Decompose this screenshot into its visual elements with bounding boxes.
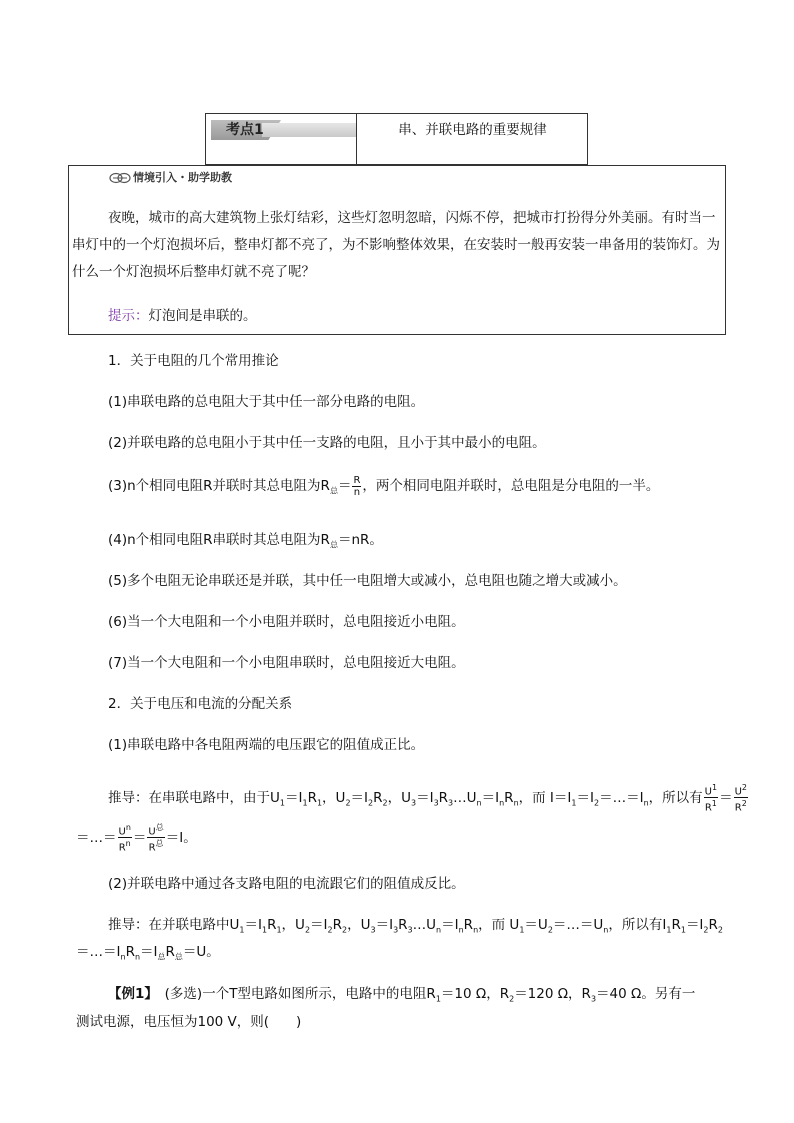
section2-heading: 2．关于电压和电流的分配关系 <box>108 696 293 712</box>
derive1-tail: ＝I。 <box>165 829 197 846</box>
section2-item-1: (1)串联电路中各电阻两端的电压跟它的阻值成正比。 <box>108 737 425 753</box>
section1-item-4 <box>108 528 383 551</box>
example-line-1: 【例1】 (多选)一个T型电路如图所示，电路中的电阻$R_1=10$ Ω，$R_2=120$ Ω，$R_3=40$ Ω。另有一 <box>108 986 696 1004</box>
item3-frac-num: R <box>353 474 361 486</box>
derive2-text-b: ，所以有I <box>608 917 667 933</box>
item3-fraction <box>352 475 361 498</box>
scenario-hint <box>108 304 257 324</box>
derivation-2-line-2: $=\dots=I_nR_n=I_总R_总=U$。 <box>76 944 220 962</box>
derivation-1-line-1: 推导：在串联电路中，由于$U_1=I_1R_1$，$U_2=I_2R_2$，$U_3=I_3R_3\dots U_n=I_nR_n$，而 $I=I_1=I_2=\dots=I_n$，所以有 $\frac{U^1}{R^1}$ ＝ $\frac{U^2}{R^2}$ <box>108 783 747 814</box>
topic-title: 串、并联电路的重要规律 <box>398 122 547 138</box>
section1-item-6: (6)当一个大电阻和一个小电阻并联时，总电阻接近小电阻。 <box>108 614 465 630</box>
item3-frac-den: n <box>353 486 361 498</box>
derive2-text-a: 推导：在并联电路中U <box>108 917 240 933</box>
derive1-text-a: 推导：在串联电路中，由于U <box>108 789 280 806</box>
derive1-frac-n: $\frac{U^n}{R^n}$ <box>118 823 131 854</box>
derive1-frac-1: $\frac{U^1}{R^1}$ <box>704 783 718 814</box>
scenario-label: 情境引入・助学助教 <box>133 171 232 184</box>
example-label: 【例1】 <box>108 986 152 1002</box>
item3-sub: 总 <box>329 486 338 496</box>
derive1-text-b: ，所以有 <box>648 789 703 806</box>
scenario-paragraph: 夜晚，城市的高大建筑物上张灯结彩，这些灯忽明忽暗，闪烁不停，把城市打扮得分外美丽。有时当一串灯中的一个灯泡损坏后，整串灯都不亮了，为不影响整体效果，在安装时一般再安装一串备用的装饰灯。为什么一个灯泡损坏后整串灯就不亮了呢？ <box>72 210 720 280</box>
section1-item-7: (7)当一个大电阻和一个小电阻串联时，总电阻接近大电阻。 <box>108 655 465 671</box>
topic-tag-banner-light <box>262 123 356 137</box>
section1-heading: 1．关于电阻的几个常用推论 <box>108 353 279 369</box>
example-text-1-tail: 。另有一 <box>641 986 696 1002</box>
derivation-2-line-1: 推导：在并联电路中$U_1=I_1R_1$，$U_2=I_2R_2$，$U_3=I_3R_3\dots U_n=I_nR_n$，而 $U_1=U_2=\dots=U_n$，所以有$I_1R_1=I_2R_2$ <box>108 917 723 935</box>
item3-tail: ，两个相同电阻并联时，总电阻是分电阻的一半。 <box>362 478 660 494</box>
example-line-2: 测试电源，电压恒为100 V，则( ) <box>76 1014 302 1030</box>
section1-item-1: (1)串联电路的总电阻大于其中任一部分电路的电阻。 <box>108 394 425 410</box>
example-text-1: (多选)一个T型电路如图所示，电路中的电阻R <box>164 986 436 1002</box>
derive1-frac-2: $\frac{U^2}{R^2}$ <box>734 783 747 814</box>
scenario-icon <box>109 172 131 184</box>
item3-text: (3)n个相同电阻R并联时其总电阻为R <box>108 478 330 494</box>
section2-item-2: (2)并联电路中通过各支路电阻的电流跟它们的阻值成反比。 <box>108 876 465 892</box>
derive1-frac-total: $\frac{U^总}{R^总}$ <box>148 823 164 854</box>
hint-text: 灯泡间是串联的。 <box>148 308 257 324</box>
section1-item-2: (2)并联电路的总电阻小于其中任一支路的电阻，且小于其中最小的电阻。 <box>108 435 546 451</box>
item3-eq: ＝ <box>337 478 352 494</box>
section1-item-3 <box>108 474 659 498</box>
item4-tail: ＝nR。 <box>337 532 383 548</box>
section1-item-5: (5)多个电阻无论串联还是并联，其中任一电阻增大或减小，总电阻也随之增大或减小。 <box>108 573 627 589</box>
topic-tag: 考点1 <box>226 122 264 138</box>
hint-label: 提示： <box>108 308 149 324</box>
item4-text: (4)n个相同电阻R串联时其总电阻为R <box>108 532 330 548</box>
item4-sub: 总 <box>329 540 338 550</box>
derivation-1-line-2: ＝…＝ $\frac{U^n}{R^n}$ ＝ $\frac{U^总}{R^总}$ ＝I。 <box>76 823 197 854</box>
